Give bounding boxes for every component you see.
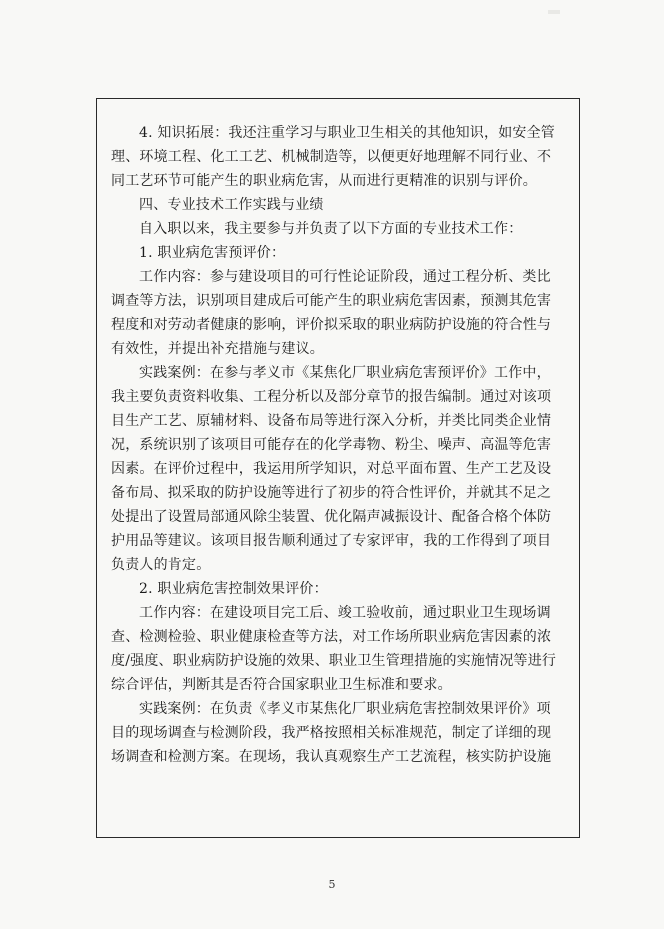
text-line: 1. 职业病危害预评价： bbox=[139, 245, 286, 261]
text-line: 调查等方法，识别项目建成后可能产生的职业病危害因素，预测其危害 bbox=[111, 293, 552, 309]
text-line: 负责人的肯定。 bbox=[111, 557, 211, 573]
text-line: 备布局、拟采取的防护设施等进行了初步的符合性评价，并就其不足之 bbox=[111, 485, 552, 501]
text-line: 护用品等建议。该项目报告顺利通过了专家评审，我的工作得到了项目 bbox=[111, 533, 552, 549]
paragraph-item1-case bbox=[111, 361, 567, 577]
text-line: 目生产工艺、原辅材料、设备布局等进行深入分析，并类比同类企业情 bbox=[111, 413, 552, 429]
text-line: 自入职以来，我主要参与并负责了以下方面的专业技术工作： bbox=[139, 221, 523, 237]
text-line: 四、专业技术工作实践与业绩 bbox=[139, 197, 324, 213]
text-line: 有效性，并提出补充措施与建议。 bbox=[111, 341, 324, 357]
text-line: 度/强度、职业病防护设施的效果、职业卫生管理措施的实施情况等进行 bbox=[111, 653, 557, 669]
text-line: 场调查和检测方案。在现场，我认真观察生产工艺流程，核实防护设施 bbox=[111, 749, 552, 765]
paragraph-item2-case bbox=[111, 697, 567, 769]
body-text bbox=[111, 121, 567, 769]
paragraph-item1-work-content bbox=[111, 265, 567, 361]
text-line: 查、检测检验、职业健康检查等方法，对工作场所职业病危害因素的浓 bbox=[111, 629, 552, 645]
text-line: 我主要负责资料收集、工程分析以及部分章节的报告编制。通过对该项 bbox=[111, 389, 552, 405]
text-line: 工作内容：参与建设项目的可行性论证阶段，通过工程分析、类比 bbox=[139, 269, 551, 285]
text-line: 实践案例：在负责《孝义市某焦化厂职业病危害控制效果评价》项 bbox=[139, 701, 551, 717]
text-line: 程度和对劳动者健康的影响，评价拟采取的职业病防护设施的符合性与 bbox=[111, 317, 552, 333]
page-number: 5 bbox=[328, 878, 336, 891]
scan-mark bbox=[548, 10, 560, 14]
paragraph-item2-work-content bbox=[111, 601, 567, 697]
text-line: 同工艺环节可能产生的职业病危害，从而进行更精准的识别与评价。 bbox=[111, 173, 537, 189]
paragraph-knowledge-extension bbox=[111, 121, 567, 193]
text-line: 因素。在评价过程中，我运用所学知识，对总平面布置、生产工艺及设 bbox=[111, 461, 552, 477]
paragraph-item2-heading bbox=[111, 577, 567, 601]
text-line: 2. 职业病危害控制效果评价： bbox=[139, 581, 328, 597]
text-line: 处提出了设置局部通风除尘装置、优化隔声减振设计、配备合格个体防 bbox=[111, 509, 552, 525]
text-line: 实践案例：在参与孝义市《某焦化厂职业病危害预评价》工作中， bbox=[139, 365, 551, 381]
text-line: 理、环境工程、化工工艺、机械制造等，以便更好地理解不同行业、不 bbox=[111, 149, 552, 165]
text-line: 目的现场调查与检测阶段，我严格按照相关标准规范，制定了详细的现 bbox=[111, 725, 552, 741]
text-line: 4. 知识拓展：我还注重学习与职业卫生相关的其他知识，如安全管 bbox=[139, 125, 556, 141]
text-line: 综合评估，判断其是否符合国家职业卫生标准和要求。 bbox=[111, 677, 452, 693]
paragraph-section-four-heading bbox=[111, 193, 567, 217]
text-frame bbox=[96, 98, 580, 838]
text-line: 工作内容：在建设项目完工后、竣工验收前，通过职业卫生现场调 bbox=[139, 605, 551, 621]
paragraph-item1-heading bbox=[111, 241, 567, 265]
text-line: 况，系统识别了该项目可能存在的化学毒物、粉尘、噪声、高温等危害 bbox=[111, 437, 552, 453]
paragraph-intro bbox=[111, 217, 567, 241]
